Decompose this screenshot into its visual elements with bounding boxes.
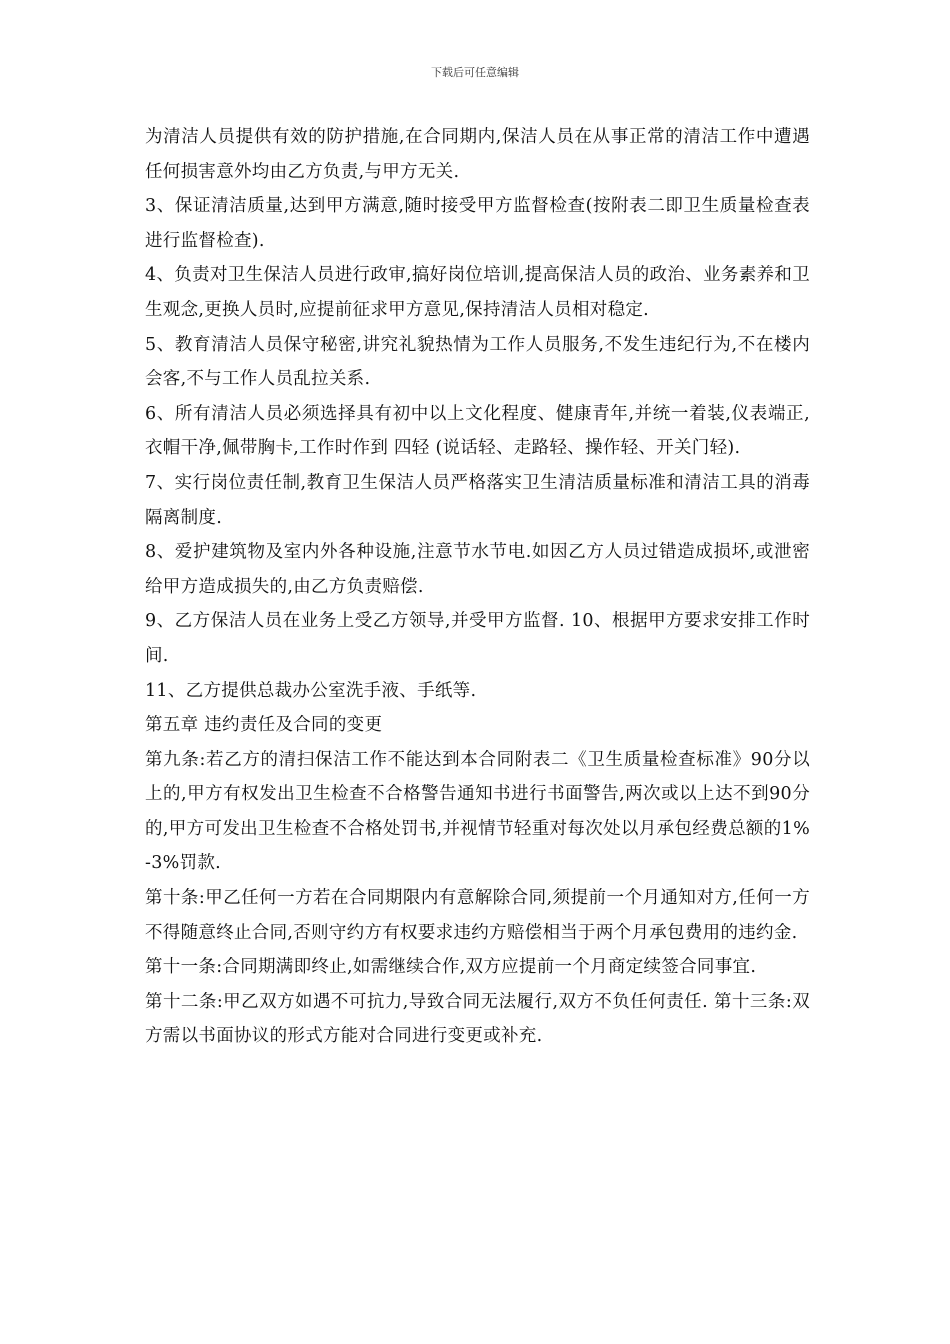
- document-body: [145, 120, 810, 1054]
- paragraph-clause-11: 11、乙方提供总裁办公室洗手液、手纸等.: [145, 680, 477, 701]
- paragraph-article-10: 第十条:甲乙任何一方若在合同期限内有意解除合同,须提前一个月通知对方,任何一方不得随意终止合同,否则守约方有权要求违约方赔偿相当于两个月承包费用的违约金.: [145, 888, 810, 943]
- paragraph-clause-4: 4、负责对卫生保洁人员进行政审,搞好岗位培训,提高保洁人员的政治、业务素养和卫生观念,更换人员时,应提前征求甲方意见,保持清洁人员相对稳定.: [145, 265, 810, 320]
- paragraph-article-12-13: 第十二条:甲乙双方如遇不可抗力,导致合同无法履行,双方不负任何责任. 第十三条:双方需以书面协议的形式方能对合同进行变更或补充.: [145, 991, 810, 1047]
- chapter-5-heading: 第五章 违约责任及合同的变更: [145, 715, 383, 736]
- paragraph-clause-3: 3、保证清洁质量,达到甲方满意,随时接受甲方监督检查(按附表二即卫生质量检查表进行监督检查).: [145, 196, 810, 251]
- paragraph-clause-7: 7、实行岗位责任制,教育卫生保洁人员严格落实卫生清洁质量标准和清洁工具的消毒隔离制度.: [145, 472, 810, 528]
- paragraph-clause-8: 8、爱护建筑物及室内外各种设施,注意节水节电.如因乙方人员过错造成损坏,或泄密给甲方造成损失的,由乙方负责赔偿.: [145, 542, 810, 597]
- paragraph-clause-5: 5、教育清洁人员保守秘密,讲究礼貌热情为工作人员服务,不发生违纪行为,不在楼内会客,不与工作人员乱拉关系.: [145, 334, 810, 390]
- page-header: 下载后可任意编辑: [431, 66, 519, 79]
- paragraph-protection-measures: 为清洁人员提供有效的防护措施,在合同期内,保洁人员在从事正常的清洁工作中遭遇任何损害意外均由乙方负责,与甲方无关.: [145, 127, 810, 182]
- paragraph-article-9: 第九条:若乙方的清扫保洁工作不能达到本合同附表二《卫生质量检查标准》90分以上的,甲方有权发出卫生检查不合格警告通知书进行书面警告,两次或以上达不到90分的,甲方可发出卫生检查不合格处罚书,并视情节轻重对每次处以月承包经费总额的1%-3%罚款.: [145, 749, 810, 874]
- paragraph-clause-6: 6、所有清洁人员必须选择具有初中以上文化程度、健康青年,并统一着装,仪表端正,衣帽干净,佩带胸卡,工作时作到 四轻 (说话轻、走路轻、操作轻、开关门轻).: [145, 403, 810, 459]
- paragraph-clause-9-10: 9、乙方保洁人员在业务上受乙方领导,并受甲方监督. 10、根据甲方要求安排工作时间.: [145, 611, 810, 666]
- paragraph-article-11: 第十一条:合同期满即终止,如需继续合作,双方应提前一个月商定续签合同事宜.: [145, 957, 757, 978]
